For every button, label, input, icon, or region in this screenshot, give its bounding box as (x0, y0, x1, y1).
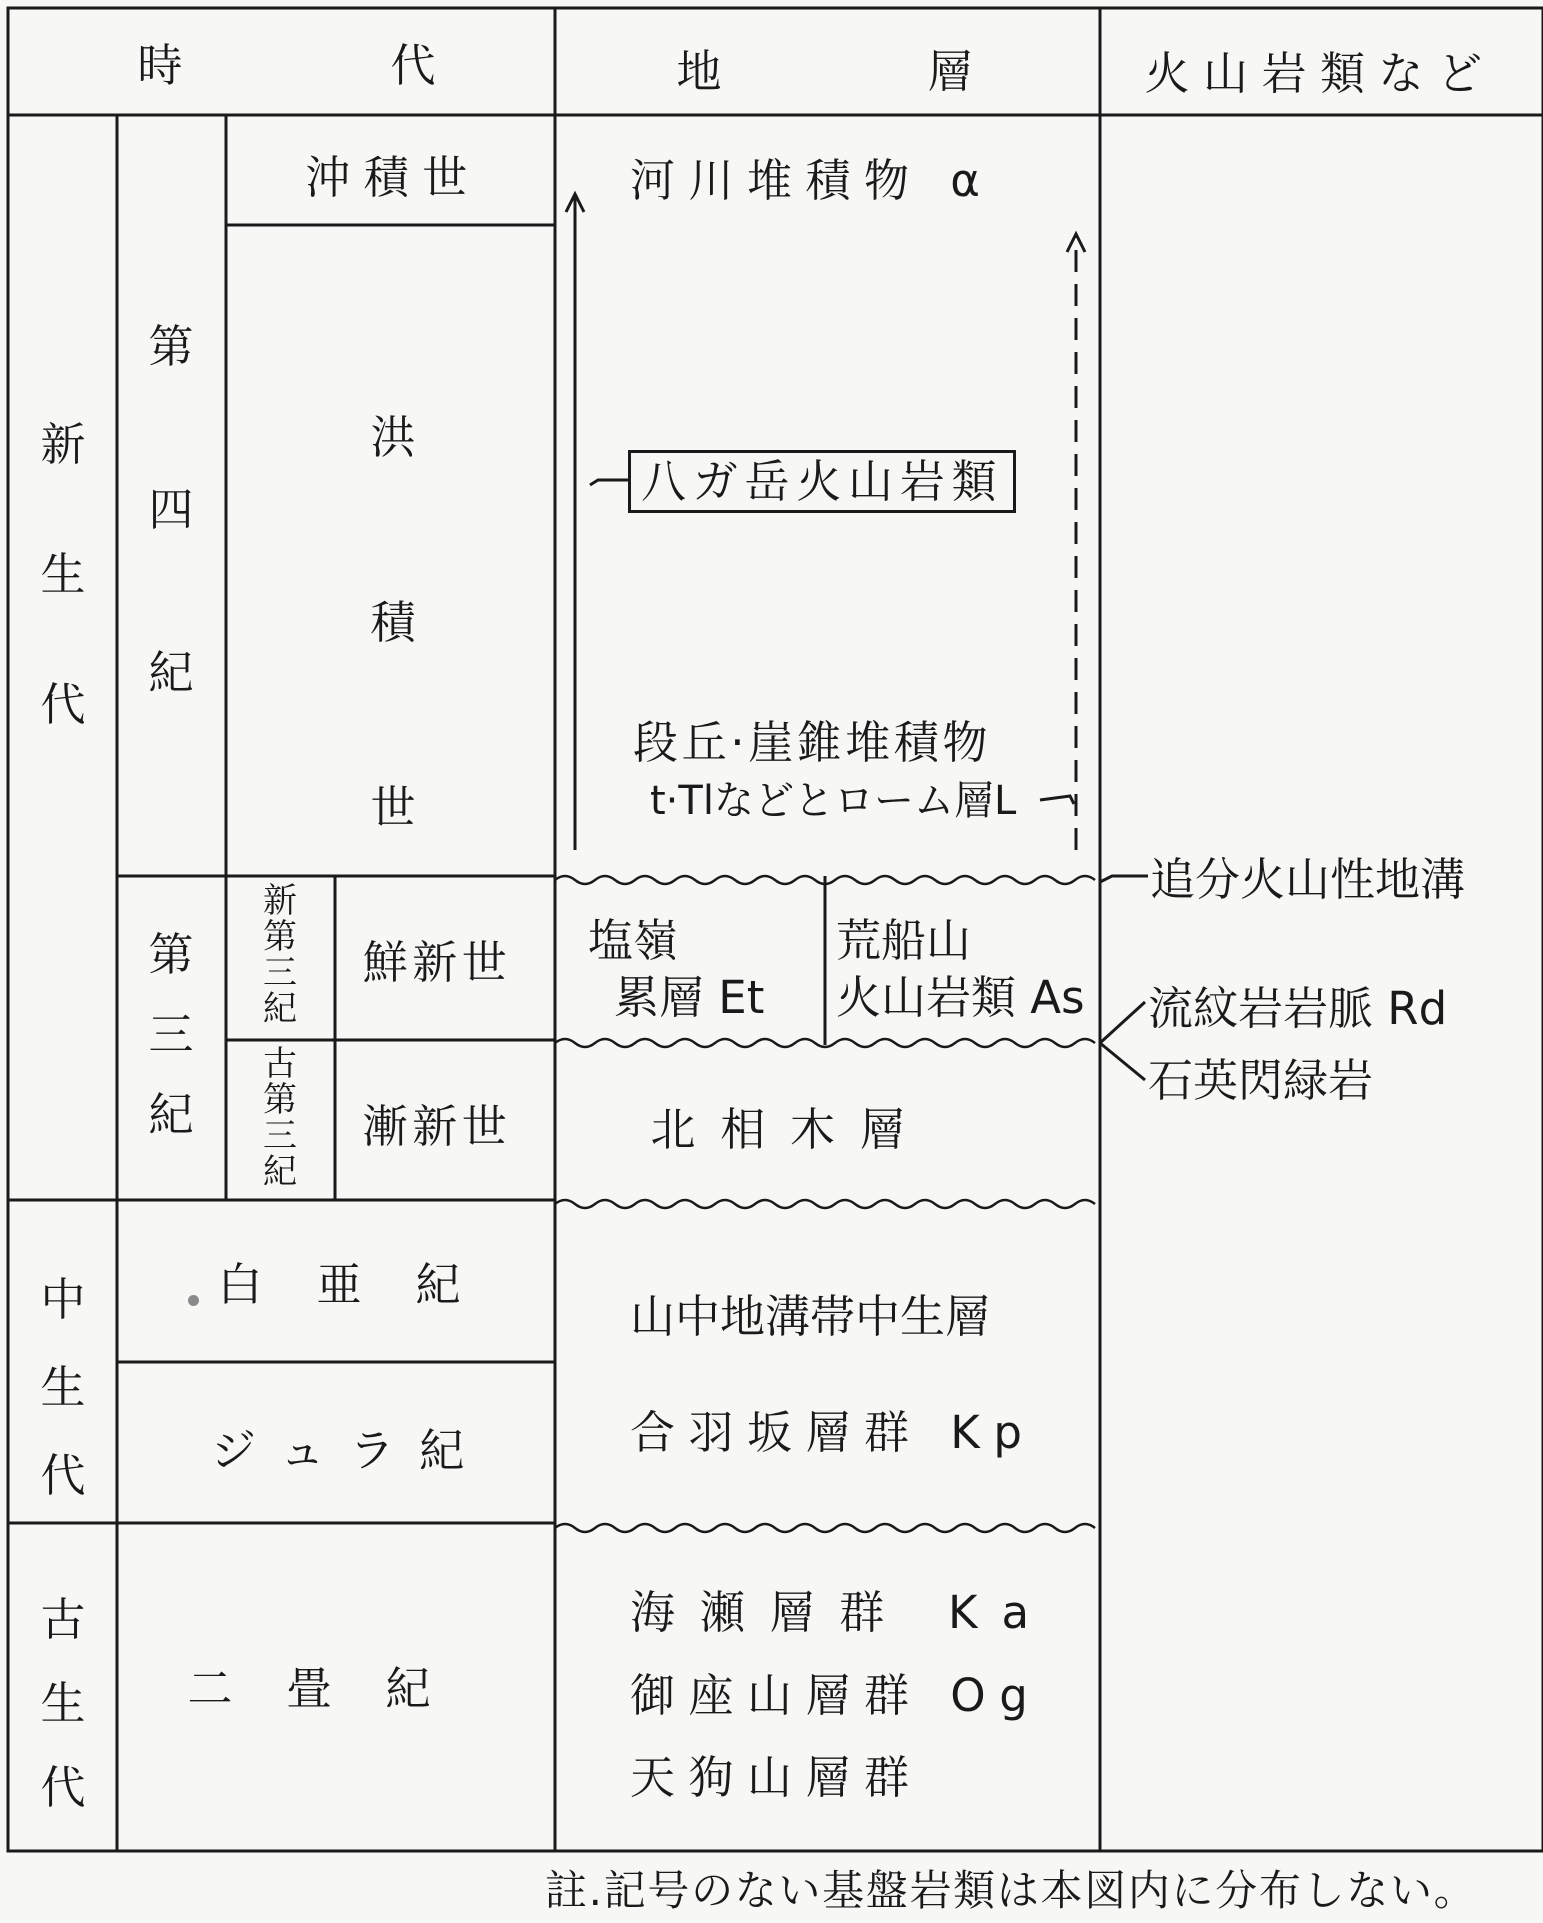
era-mesozoic: 中生代 (40, 1273, 86, 1502)
leader-quartz (1100, 1043, 1145, 1080)
volcanic-rhyolite: 流紋岩岩脈 Rd (1148, 982, 1448, 1035)
dot-mark (188, 1295, 199, 1306)
stratum-arafune-1: 荒船山 (836, 914, 972, 967)
period-quaternary: 第四紀 (148, 320, 194, 699)
stratum-kaise: 海瀬層群 Ka (630, 1586, 1054, 1639)
period-paleogene: 古第三紀 (263, 1044, 297, 1192)
leader-loam (1040, 796, 1074, 804)
stratum-terrace-1: 段丘·崖錐堆積物 (633, 716, 992, 769)
unconformity-line (555, 1524, 1095, 1532)
stratum-tengusan: 天狗山層群 (630, 1751, 923, 1804)
stratum-shiokura-1: 塩嶺 (588, 914, 679, 967)
stratum-oubasaka: 合羽坂層群 Kp (630, 1406, 1036, 1459)
header-chiso-2: 層 (927, 45, 973, 98)
epoch-pliocene: 鮮新世 (362, 936, 512, 989)
stratum-sanchu: 山中地溝帯中生層 (630, 1290, 991, 1343)
outer-frame (8, 8, 1543, 1851)
period-cretaceous: 白亜紀 (217, 1258, 515, 1311)
header-jidai-1: 時 (137, 39, 183, 92)
stratum-terrace-2: t·Tlなどとローム層L (650, 778, 1017, 824)
period-tertiary: 第三紀 (148, 928, 194, 1141)
epoch-holocene: 沖積世 (305, 151, 481, 204)
stratum-yatsugatake-box: 八ガ岳火山岩類 (628, 450, 1016, 513)
epoch-oligocene: 漸新世 (362, 1100, 512, 1153)
volcanic-oiwake: 追分火山性地溝 (1150, 853, 1466, 906)
stratum-mikurasan: 御座山層群 Og (630, 1669, 1042, 1722)
stratum-kitaaiki: 北相木層 (650, 1103, 930, 1156)
epoch-pleistocene: 洪積世 (370, 411, 416, 834)
era-paleozoic: 古生代 (40, 1593, 86, 1814)
stratum-river: 河川堆積物 α (630, 154, 994, 207)
volcanic-quartz-diorite: 石英閃緑岩 (1148, 1054, 1374, 1107)
leader-oiwake (1100, 876, 1148, 882)
period-permian: 二畳紀 (187, 1662, 485, 1715)
stratum-arafune-2: 火山岩類 As (836, 971, 1085, 1024)
stratum-shiokura-2: 累層 Et (614, 971, 765, 1024)
footnote: 註.記号のない基盤岩類は本図内に分布しない。 (545, 1866, 1478, 1915)
era-cenozoic: 新生代 (40, 418, 86, 731)
leader-yatsugatake (590, 480, 628, 485)
header-jidai-2: 代 (390, 39, 436, 92)
period-jurassic: ジュラ紀 (210, 1424, 490, 1477)
leader-rhyolite (1100, 1002, 1145, 1043)
header-kazan: 火山岩類など (1144, 47, 1496, 100)
header-chiso-1: 地 (676, 45, 722, 98)
arrowhead-up (1067, 234, 1085, 252)
unconformity-line (555, 1200, 1095, 1208)
period-neogene: 新第三紀 (263, 881, 297, 1029)
